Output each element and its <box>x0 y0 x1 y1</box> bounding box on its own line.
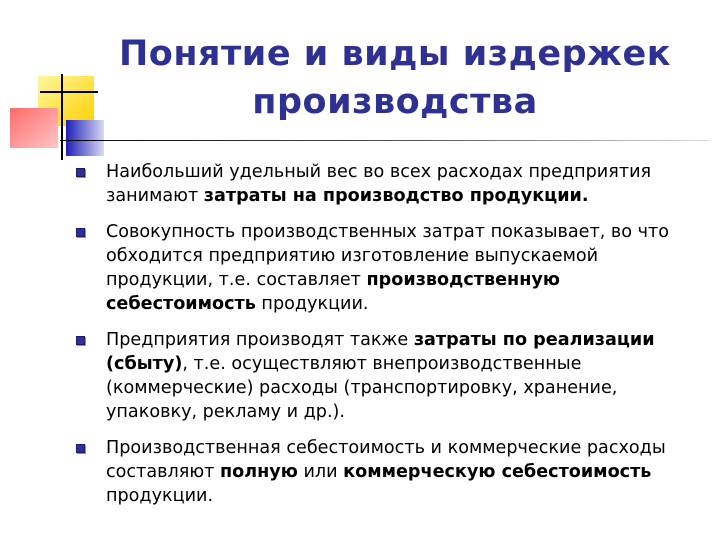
bullet-emphasis: производственную себестоимость <box>106 270 560 314</box>
bullet-text: или <box>297 462 344 482</box>
bullet-text: Наибольший удельный вес во всех расходах предприятия занимают <box>106 162 652 206</box>
slide-title: Понятие и виды издержек производства <box>119 34 671 122</box>
bullet-item <box>70 328 700 424</box>
bullet-text: продукции. <box>106 486 214 506</box>
bullet-item <box>70 436 700 508</box>
square-bullet-icon <box>76 228 85 237</box>
bullet-emphasis: коммерческую себестоимость <box>343 462 652 482</box>
bullet-text: Совокупность производственных затрат показывает, во что обходится предприятию изготовление выпускаемой продукции, т.е. составляет <box>106 222 670 290</box>
bullet-list <box>70 160 700 520</box>
bullet-emphasis: затраты на производство продукции. <box>203 186 589 206</box>
square-bullet-icon <box>76 336 85 345</box>
bullet-item <box>70 160 700 208</box>
bullet-emphasis: затраты по реализации (сбыту) <box>106 330 655 374</box>
bullet-text: Предприятия производят также <box>106 330 414 350</box>
bullet-text: , т.е. осуществляют внепроизводственные (коммерческие) расходы (транспортировку, хранение, упаковку, рекламу и др.). <box>106 354 618 422</box>
bullet-text: продукции. <box>255 294 369 314</box>
square-bullet-icon <box>76 444 85 453</box>
title-divider <box>60 140 710 141</box>
square-bullet-icon <box>76 168 85 177</box>
red-square <box>10 108 58 148</box>
bullet-item <box>70 220 700 316</box>
bullet-text: Производственная себестоимость и коммерческие расходы составляют <box>106 438 666 482</box>
bullet-emphasis: полную <box>220 462 298 482</box>
